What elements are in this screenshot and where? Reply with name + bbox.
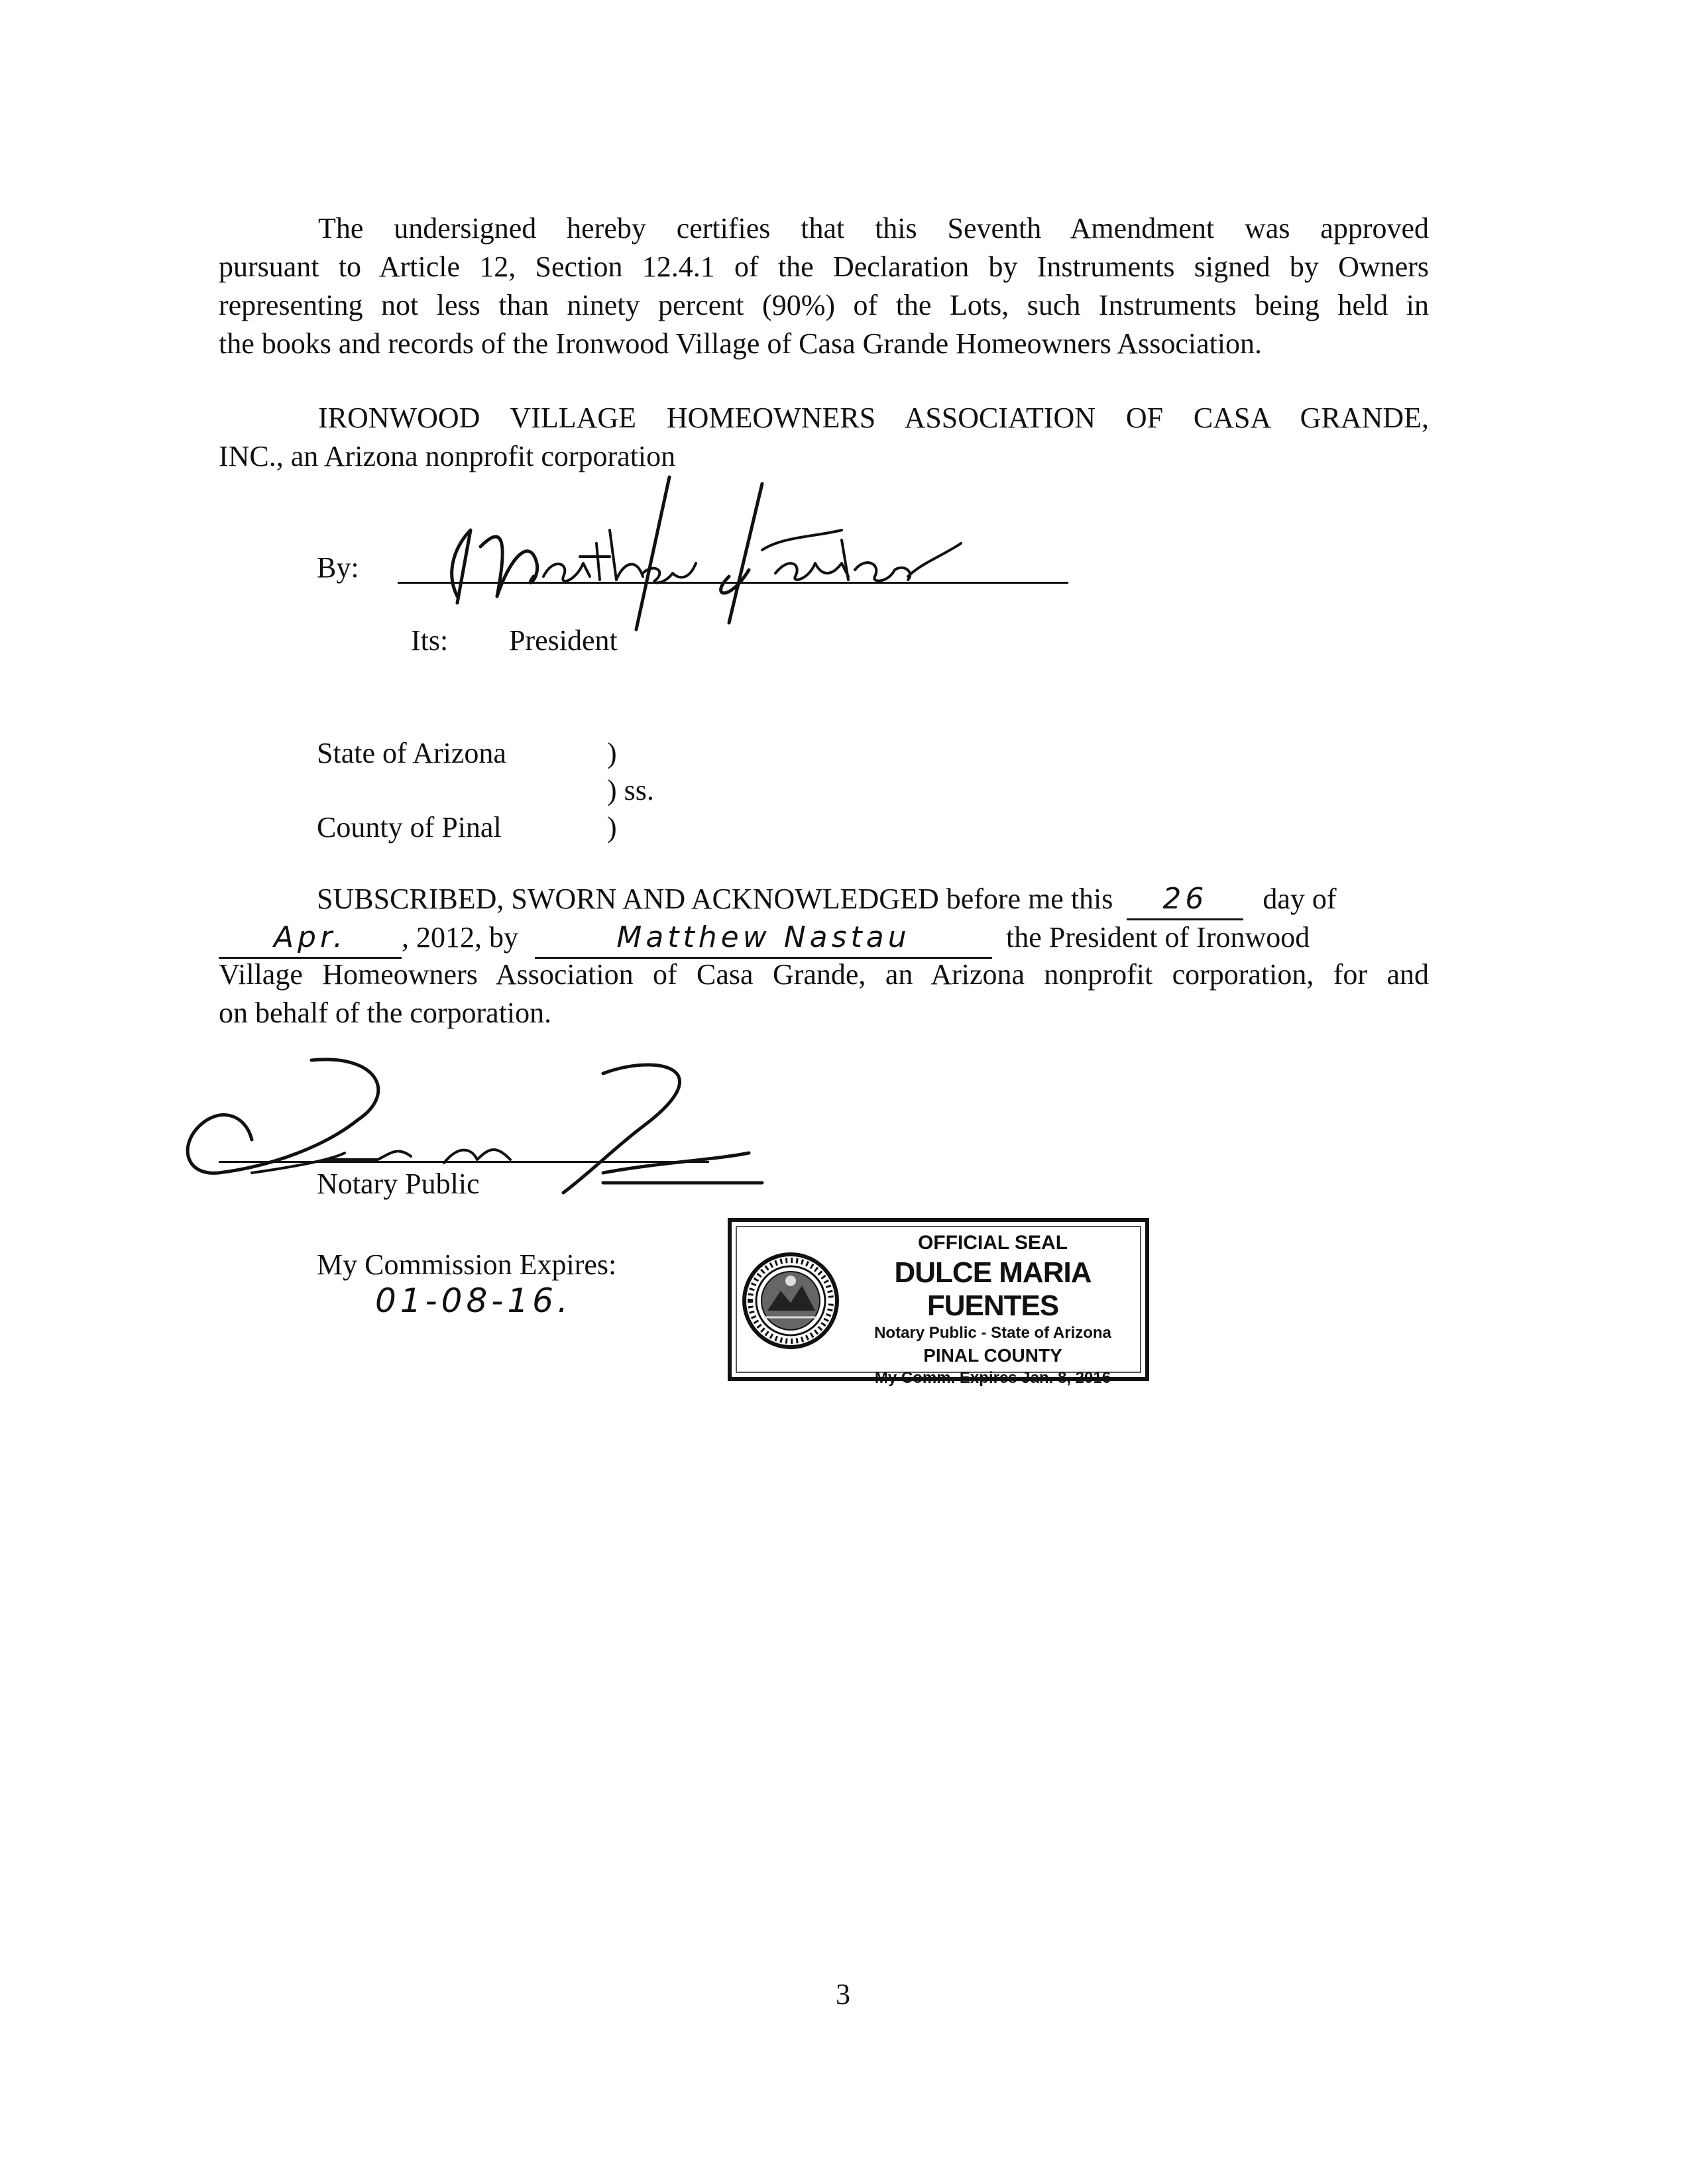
ack-month-field	[219, 918, 402, 959]
certification-paragraph	[219, 209, 1429, 363]
association-line-2: INC., an Arizona nonprofit corporation	[219, 440, 676, 472]
ack-line-3: Village Homeowners Association of Casa Grande, an Arizona nonprofit corporation, for and	[219, 958, 1429, 991]
venue-paren-top: )	[607, 737, 617, 769]
commission-label: My Commission Expires:	[317, 1248, 617, 1281]
notary-label: Notary Public	[317, 1168, 480, 1200]
notary-signature-line	[219, 1161, 709, 1163]
venue-state: State of Arizona	[317, 737, 506, 769]
seal-title: OFFICIAL SEAL	[917, 1232, 1068, 1254]
seal-state-line: Notary Public - State of Arizona	[874, 1324, 1111, 1342]
by-label: By:	[317, 551, 359, 584]
seal-county: PINAL COUNTY	[923, 1345, 1062, 1366]
certification-line-1: The undersigned hereby certifies that this Seventh Amendment was approved	[318, 212, 1429, 245]
ack-line-1-end: day of	[1263, 883, 1337, 915]
page-number: 3	[836, 1978, 850, 2010]
venue-ss: ) ss.	[607, 774, 654, 806]
notary-seal-stamp	[728, 1218, 1149, 1387]
ack-line-2-mid: , 2012, by	[402, 921, 518, 954]
its-title: President	[509, 624, 618, 657]
venue-paren-bottom: )	[607, 811, 617, 844]
ack-line-2	[219, 918, 1429, 959]
president-signature	[418, 464, 1047, 643]
arizona-state-seal-icon	[741, 1251, 840, 1350]
ack-line-2-end: the President of Ironwood	[1006, 921, 1310, 954]
seal-expiration: My Comm. Expires Jan. 8, 2016	[874, 1369, 1111, 1387]
ack-month-handwritten: Apr.	[273, 920, 347, 954]
commission-expiry-handwritten: 01-08-16.	[375, 1282, 572, 1320]
ack-line-4: on behalf of the corporation.	[219, 997, 552, 1029]
venue-county: County of Pinal	[317, 811, 502, 844]
ack-day-field	[1127, 880, 1243, 920]
association-line-1: IRONWOOD VILLAGE HOMEOWNERS ASSOCIATION OF CASA GRANDE,	[318, 402, 1429, 434]
ack-name-field	[535, 918, 992, 959]
notary-signature	[179, 1040, 868, 1226]
ack-name-handwritten: Matthew Nastau	[616, 920, 911, 954]
seal-text-block	[844, 1230, 1141, 1389]
ack-paragraph-rest	[219, 956, 1429, 1032]
its-label: Its:	[411, 624, 449, 657]
seal-notary-name: DULCE MARIA FUENTES	[894, 1256, 1092, 1322]
certification-line-4: the books and records of the Ironwood Village of Casa Grande Homeowners Association.	[219, 327, 1263, 360]
ack-line-1	[317, 880, 1429, 920]
certification-line-2: pursuant to Article 12, Section 12.4.1 of the Declaration by Instruments signed by Owners	[219, 250, 1429, 283]
ack-day-handwritten: 26	[1162, 882, 1208, 916]
certification-line-3: representing not less than ninety percent (90%) of the Lots, such Instruments being held in	[219, 289, 1429, 321]
ack-line-1-start: SUBSCRIBED, SWORN AND ACKNOWLEDGED before me this	[317, 883, 1113, 915]
